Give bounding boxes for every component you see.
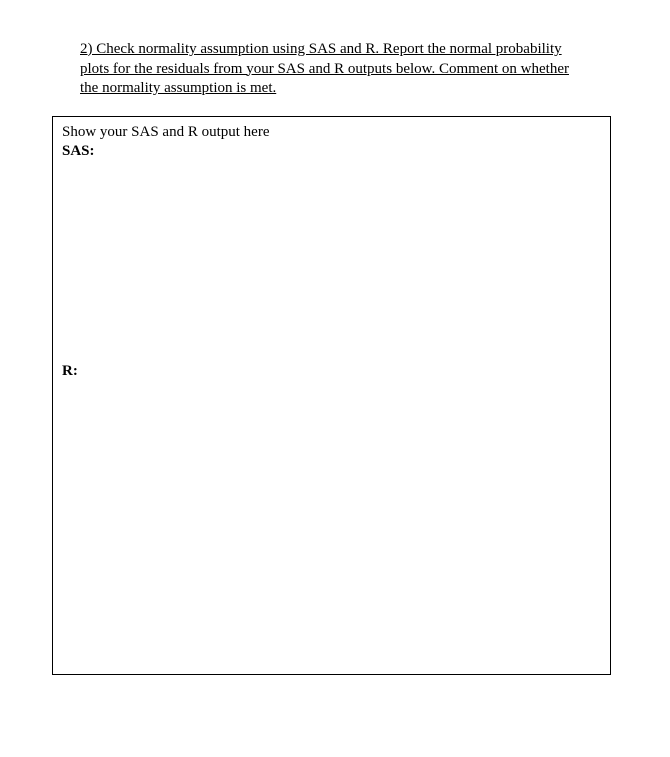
r-label: R: bbox=[62, 363, 78, 379]
question-text bbox=[80, 40, 620, 99]
question-line: the normality assumption is met. bbox=[80, 80, 277, 96]
sas-label: SAS: bbox=[62, 143, 95, 159]
answer-prompt: Show your SAS and R output here bbox=[62, 124, 270, 140]
question-line: 2) Check normality assumption using SAS and R. Report the normal probability bbox=[80, 41, 562, 57]
question-line: plots for the residuals from your SAS and R outputs below. Comment on whether bbox=[80, 60, 569, 77]
answer-box[interactable] bbox=[52, 116, 611, 675]
